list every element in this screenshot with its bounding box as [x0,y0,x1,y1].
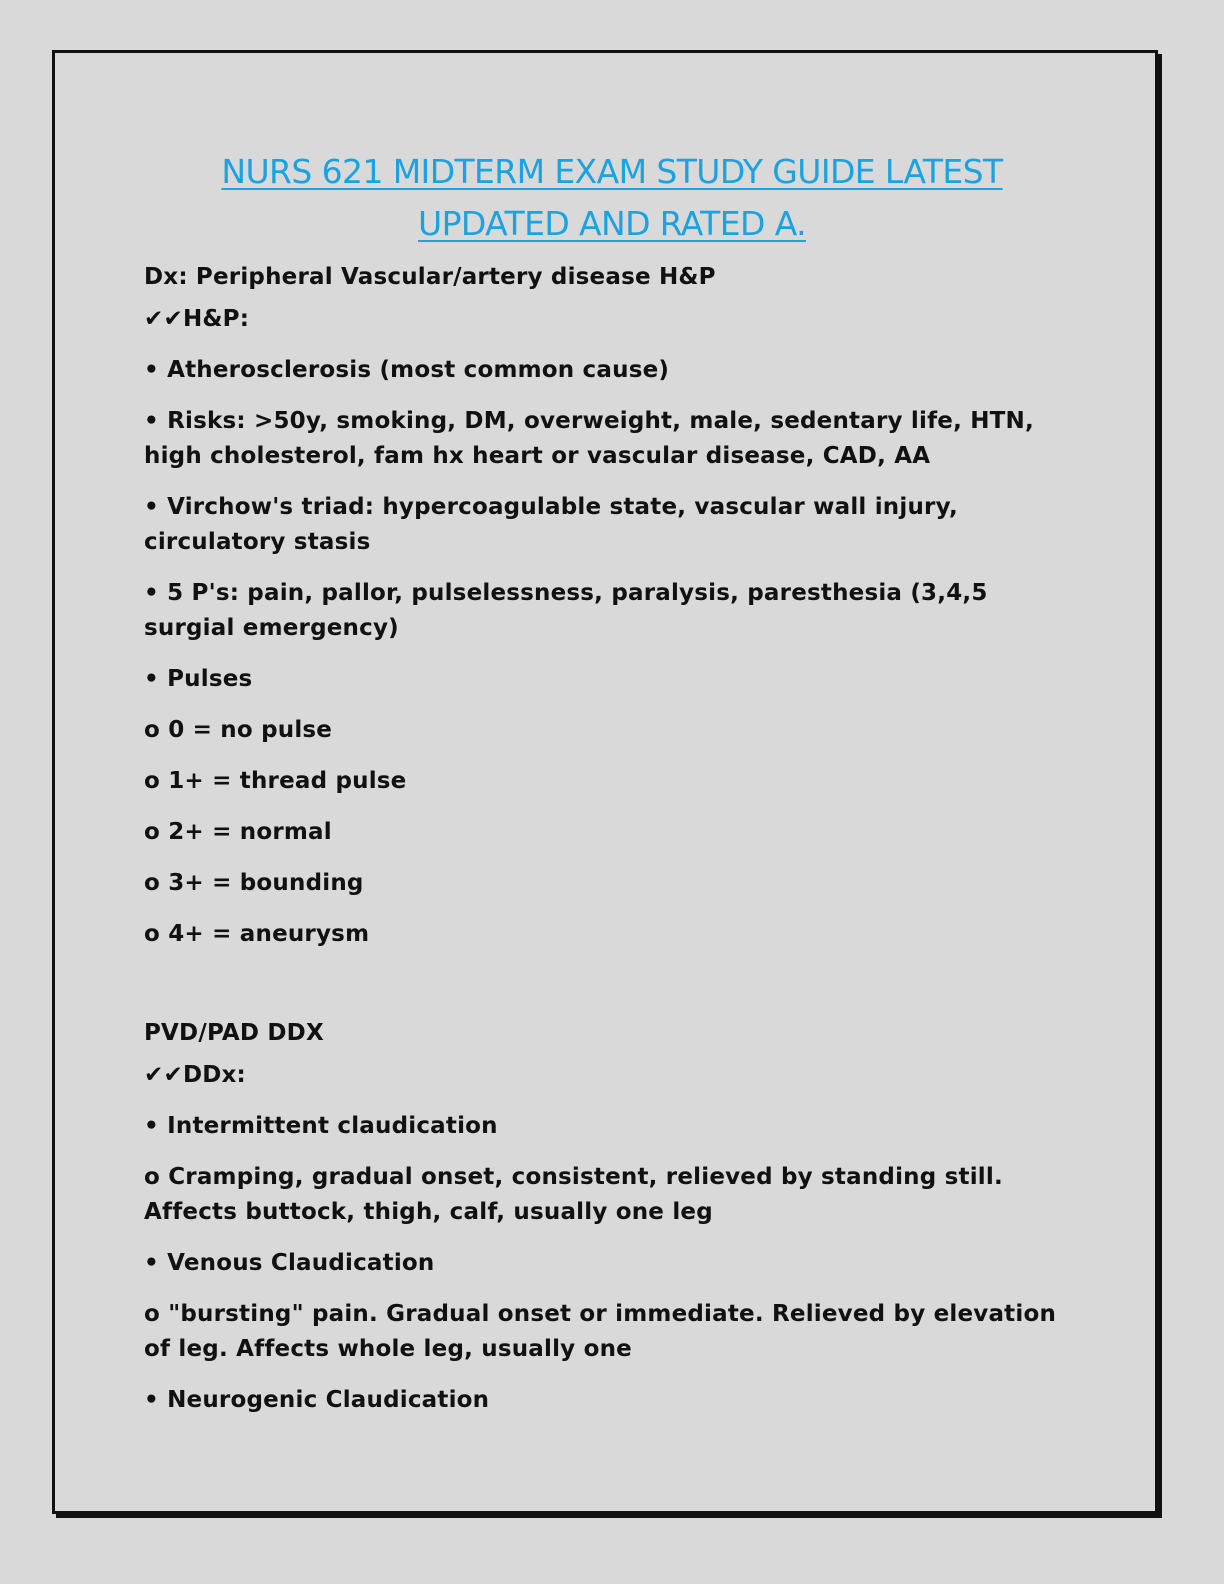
list-item: • Pulses [144,666,253,692]
list-item: o Cramping, gradual onset, consistent, relieved by standing still. Affects buttock, thigh, calf, usually one leg [144,1164,1003,1225]
list-item: o 0 = no pulse [144,717,333,743]
section-subheading: ✔✔H&P: [144,306,250,332]
list-item: • Venous Claudication [144,1250,435,1276]
list-item: • Atherosclerosis (most common cause) [144,357,670,383]
list-item: • Neurogenic Claudication [144,1387,490,1413]
title-line-2: UPDATED AND RATED A. [418,204,806,243]
list-item: • 5 P's: pain, pallor, pulselessness, paralysis, paresthesia (3,4,5 surgial emergency) [144,580,988,641]
title-line-1: NURS 621 MIDTERM EXAM STUDY GUIDE LATEST [221,152,1003,191]
list-item: o 2+ = normal [144,819,332,845]
section-heading: Dx: Peripheral Vascular/artery disease H&P [144,264,716,290]
list-item: o 4+ = aneurysm [144,921,370,947]
list-item: o 1+ = thread pulse [144,768,407,794]
document-title [0,146,1224,250]
document-body [144,260,1064,1418]
list-item: • Virchow's triad: hypercoagulable state, vascular wall injury, circulatory stasis [144,494,958,555]
section-subheading: ✔✔DDx: [144,1062,246,1088]
list-item: • Risks: >50y, smoking, DM, overweight, male, sedentary life, HTN, high cholesterol, fam hx heart or vascular disease, CAD, AA [144,408,1034,469]
list-item: o 3+ = bounding [144,870,364,896]
list-item: • Intermittent claudication [144,1113,498,1139]
section-heading: PVD/PAD DDX [144,1020,324,1046]
list-item: o "bursting" pain. Gradual onset or immediate. Relieved by elevation of leg. Affects whole leg, usually one [144,1301,1057,1362]
